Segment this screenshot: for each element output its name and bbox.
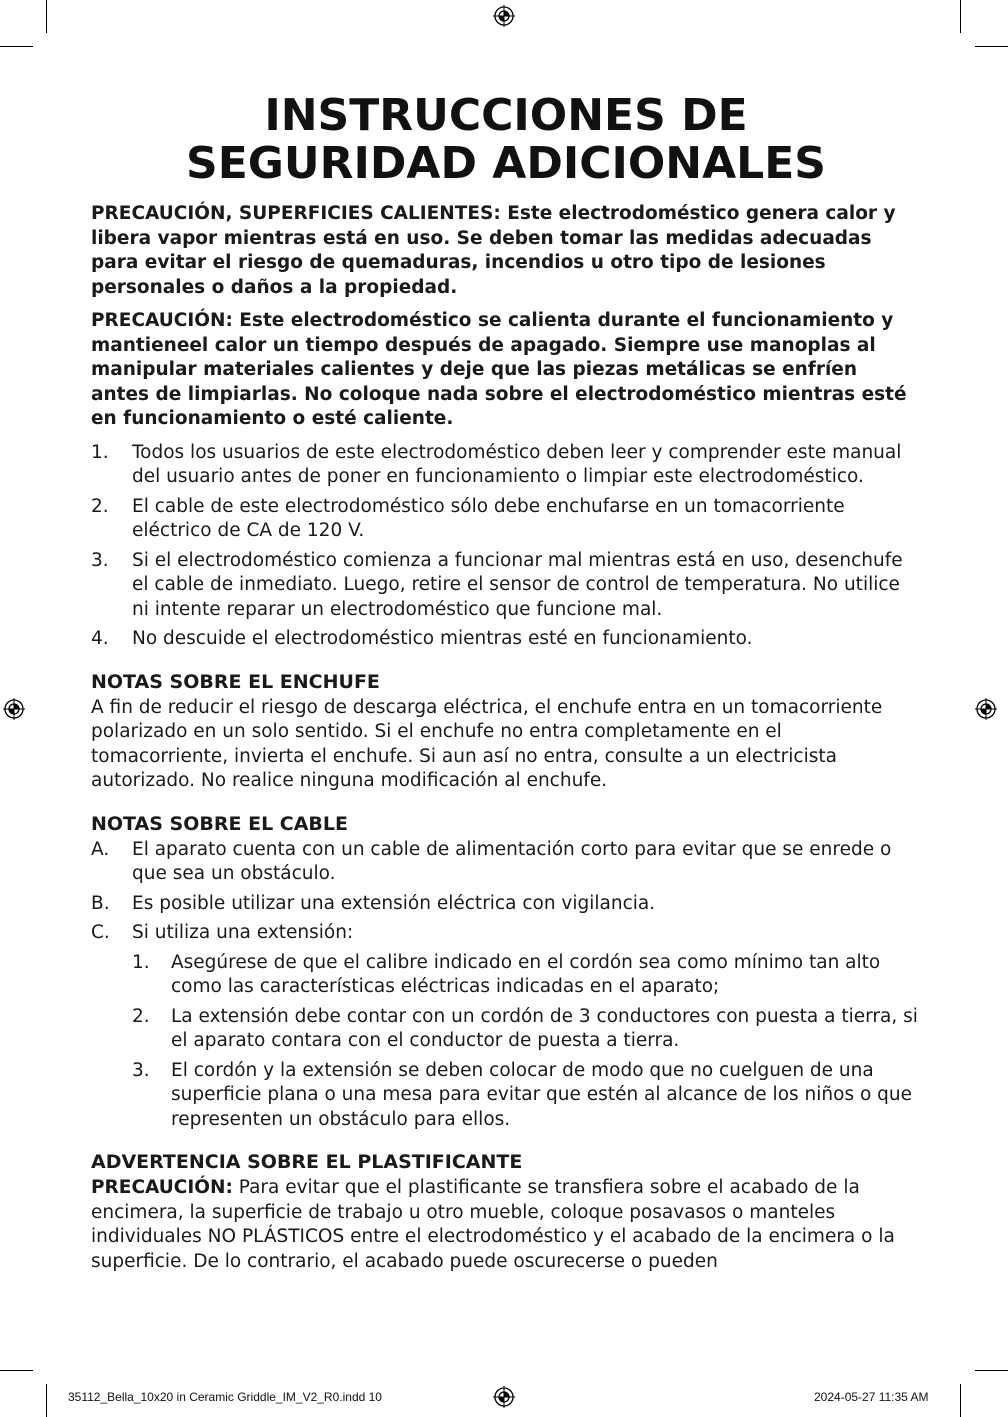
footer-timestamp: 2024-05-27 11:35 AM [814,1390,929,1404]
cable-sub-list [132,951,921,1133]
list-item-marker: 4. [91,628,109,649]
list-item-text: El cordón y la extensión se deben colocar de modo que no cuelguen de una superficie plana o una mesa para evitar que estén al alcance de los niños o que representen un obstáculo para ellos. [171,1059,913,1130]
list-item-marker: C. [91,922,110,943]
list-item-marker: 2. [91,495,109,517]
list-item-marker: 1. [91,441,109,463]
cable-notes-heading: NOTAS SOBRE EL CABLE [91,812,349,835]
plasticizer-heading: ADVERTENCIA SOBRE EL PLASTIFICANTE [91,1151,523,1173]
list-item-text: La extensión debe contar con un cordón de 3 conductores con puesta a tierra, si el aparato contara con el conductor de puesta a tierra. [171,1005,918,1051]
list-item [132,951,921,1000]
list-item-text: No descuide el electrodoméstico mientras esté en funcionamiento. [132,628,753,649]
list-item [91,921,921,946]
plasticizer-text [91,1176,921,1274]
list-item-marker: A. [91,838,110,860]
list-item-text: Si el electrodoméstico comienza a funcionar mal mientras está en uso, desenchufe el cable de inmediato. Luego, retire el sensor de control de temperatura. No utilice ni intente reparar un electrodoméstico que funcione mal. [132,549,903,620]
list-item-text: El aparato cuenta con un cable de alimentación corto para evitar que se enrede o que sea un obstáculo. [132,838,892,884]
list-item-marker: B. [91,892,110,914]
plasticizer-body: Para evitar que el plastificante se transfiera sobre el acabado de la encimera, la superficie de trabajo u otro mueble, coloque posavasos o manteles individuales NO PLÁSTICOS entre el electrodoméstico y el acabado de la encimera o la superficie. De lo contrario, el acabado puede oscurecerse o pueden [91,1177,895,1272]
safety-list [91,441,921,652]
crop-mark-top-left-h [0,46,33,47]
crop-mark-top-right-v [960,0,961,33]
crop-mark-bottom-right-v [960,1384,961,1417]
list-item [132,1005,921,1054]
crop-mark-bottom-left-h [0,1370,33,1371]
cable-list [91,838,921,946]
list-item-text: Es posible utilizar una extensión eléctrica con vigilancia. [132,892,656,914]
title-line-2: SEGURIDAD ADICIONALES [186,138,826,189]
footer-file-name: 35112_Bella_10x20 in Ceramic Griddle_IM_V2_R0.indd 10 [68,1390,382,1404]
registration-target-icon [3,698,25,720]
list-item [132,1059,921,1133]
list-item-text: Asegúrese de que el calibre indicado en el cordón sea como mínimo tan alto como las características eléctricas indicadas en el aparato; [171,951,881,997]
plug-notes-text: A fin de reducir el riesgo de descarga eléctrica, el enchufe entra en un tomacorriente polarizado en un solo sentido. Si el enchufe no entra completamente en el tomacorriente, invierta el enchufe. Si aun así no entra, consulte a un electricista autorizado. No realice ninguna modificación al enchufe. [91,696,883,791]
page-title [91,92,921,188]
list-item-marker: 3. [132,1059,150,1081]
registration-target-icon [493,1386,515,1408]
crop-mark-top-right-h [975,46,1008,47]
list-item-text: El cable de este electrodoméstico sólo debe enchufarse en un tomacorriente eléctrico de CA de 120 V. [132,495,845,541]
list-item [91,441,921,490]
list-item [91,549,921,623]
crop-mark-top-left-v [46,0,47,33]
plug-notes-heading: NOTAS SOBRE EL ENCHUFE [91,670,380,693]
plasticizer-label: PRECAUCIÓN: [91,1177,233,1198]
crop-mark-bottom-left-v [46,1384,47,1417]
list-item-marker: 2. [132,1005,150,1027]
registration-target-icon [493,5,515,27]
caution-hot-surfaces: PRECAUCIÓN, SUPERFICIES CALIENTES: Este electrodoméstico genera calor y libera vapor mientras está en uso. Se deben tomar las medidas adecuadas para evitar el riesgo de quemaduras, incendios u otro tipo de lesiones personales o daños a la propiedad. [91,203,896,298]
crop-mark-bottom-right-h [975,1370,1008,1371]
page-content [91,92,921,1274]
list-item-marker: 1. [132,951,150,973]
list-item-marker: 3. [91,549,109,571]
caution-heating: PRECAUCIÓN: Este electrodoméstico se calienta durante el funcionamiento y mantieneel calor un tiempo después de apagado. Siempre use manoplas al manipular materiales calientes y deje que las piezas metálicas se enfríen antes de limpiarlas. No coloque nada sobre el electrodoméstico mientras esté en funcionamiento o esté caliente. [91,310,907,429]
list-item [91,627,921,652]
list-item [91,838,921,887]
list-item-text: Todos los usuarios de este electrodoméstico deben leer y comprender este manual del usuario antes de poner en funcionamiento o limpiar este electrodoméstico. [132,441,902,487]
list-item [91,892,921,917]
list-item [91,495,921,544]
registration-target-icon [975,698,997,720]
title-line-1: INSTRUCCIONES DE [264,90,748,141]
list-item-text: Si utiliza una extensión: [132,922,354,943]
